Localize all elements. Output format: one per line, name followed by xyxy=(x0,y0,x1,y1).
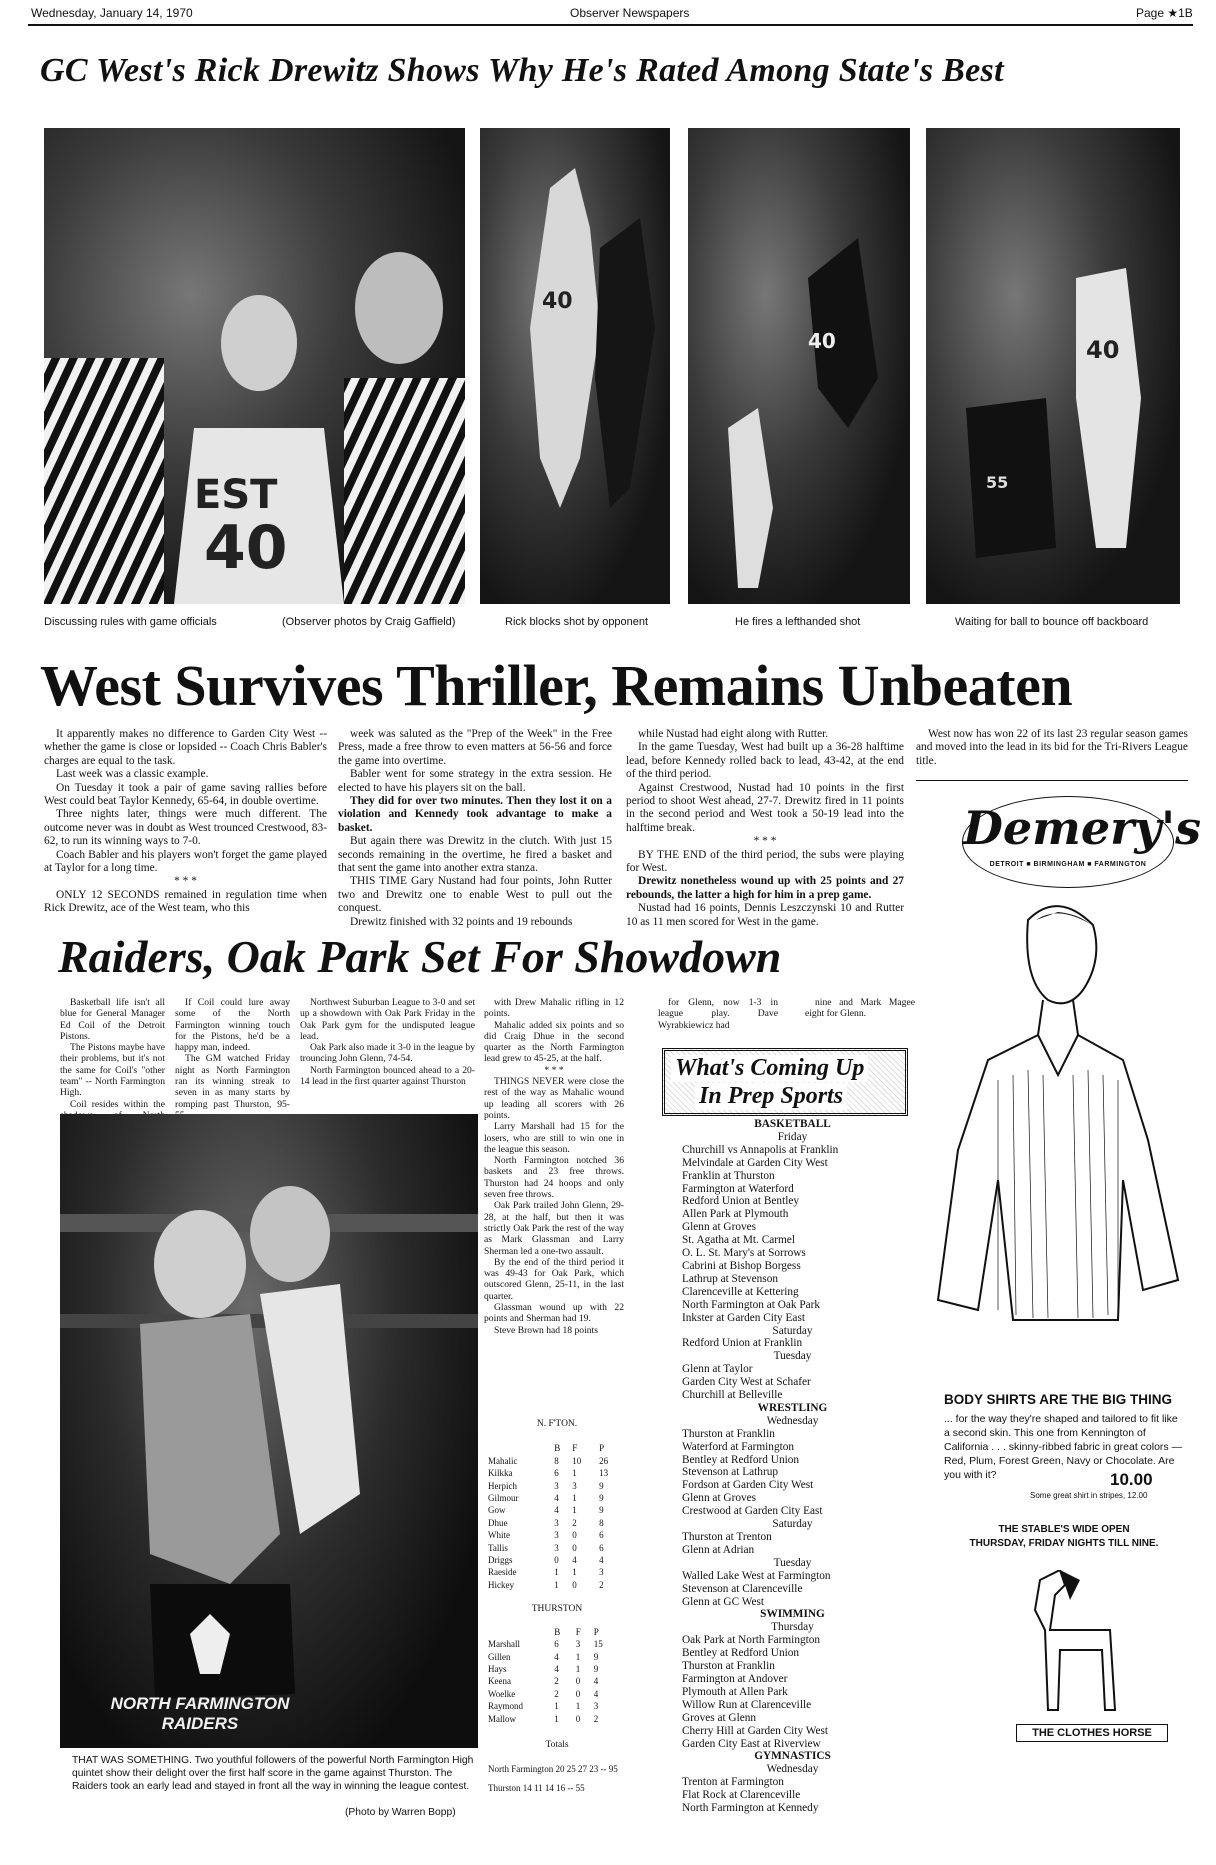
demerys-brand: Demery's xyxy=(963,801,1202,855)
svg-text:55: 55 xyxy=(986,473,1009,492)
cell: 6 xyxy=(554,1468,559,1479)
schedule-item: Churchill vs Annapolis at Franklin xyxy=(682,1143,839,1156)
table-row xyxy=(488,1480,626,1492)
schedule-sport: BASKETBALL xyxy=(754,1118,831,1130)
second-headline: Raiders, Oak Park Set For Showdown xyxy=(58,931,782,982)
young-fans-figures xyxy=(60,1114,478,1748)
schedule-item: Glenn at Adrian xyxy=(682,1543,755,1556)
cell: 4 xyxy=(554,1493,559,1504)
player-name: Raymond xyxy=(488,1701,523,1712)
box-score-totals-label: Totals xyxy=(545,1739,569,1750)
schedule-item: O. L. St. Mary's at Sorrows xyxy=(682,1247,806,1260)
photo-young-fans xyxy=(60,1114,478,1748)
schedule-day: Wednesday xyxy=(766,1414,819,1427)
main-story-column-1 xyxy=(44,728,327,916)
main-story-column-2 xyxy=(338,728,612,929)
schedule-item: Glenn at GC West xyxy=(682,1595,765,1608)
ad-price-note: Some great shirt in stripes, 12.00 xyxy=(1030,1491,1148,1500)
schedule-item: St. Agatha at Mt. Carmel xyxy=(682,1234,795,1247)
player-name: Kilkka xyxy=(488,1468,513,1479)
coming-up-title-1: What's Coming Up xyxy=(671,1055,868,1082)
schedule-day: Friday xyxy=(777,1130,808,1143)
schedule-item: Willow Run at Clarenceville xyxy=(682,1698,812,1711)
cell: 4 xyxy=(554,1663,559,1674)
schedule-item: Cabrini at Bishop Borgess xyxy=(682,1259,801,1272)
column-header: B xyxy=(554,1626,561,1637)
demerys-locations: DETROIT ■ BIRMINGHAM ■ FARMINGTON xyxy=(989,861,1147,868)
cell: 4 xyxy=(554,1505,559,1516)
table-row xyxy=(488,1529,626,1541)
schedule-item: Flat Rock at Clarenceville xyxy=(682,1789,801,1802)
box-score-table-2 xyxy=(488,1626,626,1725)
court-figures xyxy=(688,128,910,604)
cell: 1 xyxy=(572,1468,577,1479)
paragraph: Oak Park trailed John Glenn, 29-28, at the half, but then it was strictly Oak Park the rest of the way as Mark Glassman and Larry Sherman led a one-two assault. xyxy=(484,1200,624,1257)
schedule-item: Glenn at Groves xyxy=(682,1492,757,1505)
player-name: Gilmour xyxy=(488,1493,519,1504)
table-row xyxy=(488,1663,626,1675)
paragraph: for Glenn, now 1-3 in league play. Dave Wyrabkiewicz had xyxy=(658,997,778,1031)
section-break: * * * xyxy=(753,835,777,848)
player-name: Marshall xyxy=(488,1639,520,1650)
column-rule xyxy=(916,780,1188,781)
cell: 2 xyxy=(599,1579,604,1590)
paragraph: West now has won 22 of its last 23 regular season games and moved into the lead in its bid for the Tri-Rivers League title. xyxy=(916,728,1188,767)
cell: 6 xyxy=(599,1530,604,1541)
player-name: Hickey xyxy=(488,1579,514,1590)
section-break: * * * xyxy=(544,1064,564,1076)
cell: 0 xyxy=(572,1542,577,1553)
paragraph: Steve Brown had 18 points xyxy=(494,1324,598,1336)
coming-up-banner xyxy=(662,1048,908,1116)
table-row xyxy=(488,1675,626,1687)
svg-text:40: 40 xyxy=(808,329,836,353)
caption-photo-3: He fires a lefthanded shot xyxy=(735,616,861,628)
paragraph: Coach Babler and his players won't forget the game played at Taylor for a long time. xyxy=(44,848,327,875)
paragraph: Northwest Suburban League to 3-0 and set up a showdown with Oak Park Friday in the Oak Park gym for the undisputed league lead. xyxy=(300,997,475,1042)
schedule-item: Trenton at Farmington xyxy=(682,1776,784,1789)
cell: 1 xyxy=(554,1701,559,1712)
main-story-column-4 xyxy=(916,728,1188,768)
player-figures xyxy=(480,128,670,604)
schedule-item: Thurston at Franklin xyxy=(682,1427,775,1440)
shirt-illustration xyxy=(918,900,1188,1390)
cell: 4 xyxy=(593,1676,599,1687)
cell: 2 xyxy=(593,1713,599,1724)
table-row xyxy=(488,1542,626,1554)
cell: 3 xyxy=(554,1530,559,1541)
cell: 1 xyxy=(572,1567,577,1578)
cell: 0 xyxy=(575,1688,581,1699)
photo-credit-top: (Observer photos by Craig Gaffield) xyxy=(282,616,456,628)
cell: 13 xyxy=(599,1468,609,1479)
cell: 9 xyxy=(599,1493,604,1504)
schedule-item: Lathrup at Stevenson xyxy=(682,1272,779,1285)
paragraph: Babler went for some strategy in the extra session. He elected to have his players sit on the ball. xyxy=(338,768,612,794)
photo-rick-blocks-shot xyxy=(480,128,670,604)
box-score-team-1: N. F'TON. xyxy=(536,1419,578,1429)
photo-waiting-for-ball xyxy=(926,128,1180,604)
player-name: Mahalic xyxy=(488,1455,518,1466)
paragraph: On Tuesday it took a pair of game saving rallies before West could beat Taylor Kennedy, 65-64, in double overtime. xyxy=(44,781,327,808)
paragraph: Nustad had 16 points, Dennis Leszczynski 10 and Rutter 10 as 11 men scored for West in the game. xyxy=(626,902,904,928)
second-story-column-4 xyxy=(484,997,624,1336)
cell: 3 xyxy=(554,1517,559,1528)
caption-photo-2: Rick blocks shot by opponent xyxy=(505,616,649,628)
table-header xyxy=(488,1626,626,1638)
table-row xyxy=(488,1579,626,1591)
cell: 9 xyxy=(599,1505,604,1516)
player-name: White xyxy=(488,1530,510,1541)
cell: 4 xyxy=(572,1555,577,1566)
paragraph: The Pistons maybe have their problems, but it's not the same for Coil's "other team" -- North Farmington High. xyxy=(60,1042,165,1099)
photo-credit-bopp: (Photo by Warren Bopp) xyxy=(345,1807,456,1818)
cell: 2 xyxy=(554,1688,559,1699)
schedule-item: Glenn at Taylor xyxy=(682,1363,753,1376)
ad-price: 10.00 xyxy=(1110,1470,1153,1489)
player-name: Gillen xyxy=(488,1651,511,1662)
paragraph: If Coil could lure away some of the North Farmington winning touch for the Pistons, he'd be a happy man, indeed. xyxy=(175,997,290,1054)
schedule-item: Bentley at Redford Union xyxy=(682,1647,800,1660)
cell: 3 xyxy=(554,1542,559,1553)
cell: 3 xyxy=(572,1480,577,1491)
schedule-item: Garden City East at Riverview xyxy=(682,1737,821,1750)
ad-body: ... for the way they're shaped and tailored to fit like a second skin. This one from Kennington of California . . . skinny-ribbed fabric in great colors — Red, Plum, Forest Green, Navy or Chocolate. Are you with it? xyxy=(944,1413,1183,1481)
cell: 1 xyxy=(554,1579,559,1590)
main-headline: West Survives Thriller, Remains Unbeaten xyxy=(40,653,1073,718)
schedule-item: Clarenceville at Kettering xyxy=(682,1285,799,1298)
schedule-item: Fordson at Garden City West xyxy=(682,1479,814,1492)
paragraph: Basketball life isn't all blue for General Manager Ed Coil of the Detroit Pistons. xyxy=(60,997,165,1042)
cell: 1 xyxy=(575,1701,581,1712)
player-name: Herpich xyxy=(488,1480,517,1491)
player-name: Hays xyxy=(488,1663,507,1674)
paragraph: BY THE END of the third period, the subs were playing for West. xyxy=(626,848,904,875)
cell: 3 xyxy=(575,1639,581,1650)
schedule-item: Churchill at Belleville xyxy=(682,1389,783,1402)
player-name: Keena xyxy=(488,1676,511,1687)
paragraph: week was saluted as the "Prep of the Week" in the Free Press, made a free throw to even matters at 56-56 and force the game into overtime. xyxy=(338,728,612,767)
issue-date: Wednesday, January 14, 1970 xyxy=(31,6,193,20)
cell: 4 xyxy=(593,1688,599,1699)
cell: 6 xyxy=(599,1542,604,1553)
table-header xyxy=(488,1442,626,1454)
table-row xyxy=(488,1651,626,1663)
paragraph: THIS TIME Gary Nustand had four points, John Rutter two and Drewitz one to enable West to pull out the conquest. xyxy=(338,875,612,915)
box-score-totals-2: Thurston 14 11 14 16 -- 55 xyxy=(488,1782,585,1793)
header-rule xyxy=(28,24,1193,26)
paragraph: It apparently makes no difference to Garden City West -- whether the game is close or lopsided -- Coach Chris Babler's charges are equal to the task. xyxy=(44,728,327,767)
coming-up-schedule xyxy=(680,1118,905,1815)
player-name: Dhue xyxy=(488,1517,508,1528)
schedule-item: Stevenson at Clarenceville xyxy=(682,1582,803,1595)
schedule-item: Inkster at Garden City East xyxy=(682,1311,805,1324)
schedule-item: Plymouth at Allen Park xyxy=(682,1685,788,1698)
paragraph: nine and Mark Magee eight for Glenn. xyxy=(805,997,915,1020)
schedule-item: Stevenson at Lathrup xyxy=(682,1466,779,1479)
player-name: Woelke xyxy=(488,1688,516,1699)
demerys-logo xyxy=(962,796,1202,888)
table-row xyxy=(488,1638,626,1650)
schedule-day: Thursday xyxy=(771,1621,814,1634)
paragraph: with Drew Mahalic rifling in 12 points. xyxy=(484,997,624,1020)
paragraph: But again there was Drewitz in the clutch. With just 15 seconds remaining in the overtime, he fired a basket and that sent the game into another extra stanza. xyxy=(338,835,612,875)
cell: 2 xyxy=(554,1676,559,1687)
caption-photo-4: Waiting for ball to bounce off backboard xyxy=(955,616,1149,628)
ad-hours-line-1: THE STABLE'S WIDE OPEN xyxy=(998,1524,1130,1535)
cell: 0 xyxy=(572,1579,577,1590)
cell: 1 xyxy=(575,1651,581,1662)
svg-text:40: 40 xyxy=(1086,336,1120,364)
column-header: P xyxy=(593,1626,599,1637)
top-headline: GC West's Rick Drewitz Shows Why He's Rated Among State's Best xyxy=(40,52,1004,89)
box-score-team-2: THURSTON xyxy=(531,1604,583,1615)
player-name: Gow xyxy=(488,1505,506,1516)
paragraph: In the game Tuesday, West had built up a 36-28 halftime lead, before Kennedy rolled back to lead, 43-42, at the end of the third period. xyxy=(626,741,904,781)
publisher-name: Observer Newspapers xyxy=(570,6,690,20)
paragraph: Last week was a classic example. xyxy=(56,768,209,781)
photo-discussing-rules xyxy=(44,128,465,604)
table-row xyxy=(488,1467,626,1479)
coming-up-title-2: In Prep Sports xyxy=(695,1083,847,1110)
paragraph: Drewitz nonetheless wound up with 25 points and 27 rebounds, the latter a high for him in a prep game. xyxy=(626,875,904,901)
cell: 3 xyxy=(599,1567,604,1578)
paragraph: By the end of the third period it was 49-43 for Oak Park, which outscored Glenn, 25-11, in the last quarter. xyxy=(484,1256,624,1302)
paragraph: Glassman wound up with 22 points and Sherman had 19. xyxy=(484,1302,624,1325)
schedule-item: Farmington at Andover xyxy=(682,1672,788,1685)
cell: 8 xyxy=(554,1455,559,1466)
paragraph: Mahalic added six points and so did Craig Dhue in the second quarter as the North Farmington lead grew to 45-25, at the half. xyxy=(484,1019,624,1065)
schedule-day: Tuesday xyxy=(773,1556,812,1569)
schedule-sport: SWIMMING xyxy=(760,1608,825,1621)
schedule-item: Farmington at Waterford xyxy=(682,1182,794,1195)
rebound-figures xyxy=(926,128,1180,604)
paragraph: They did for over two minutes. Then they lost it on a violation and Kennedy took advantage to make a basket. xyxy=(338,795,612,834)
svg-text:40: 40 xyxy=(204,513,288,583)
schedule-item: Cherry Hill at Garden City West xyxy=(682,1724,829,1737)
paragraph: Oak Park also made it 3-0 in the league by trouncing John Glenn, 74-54. xyxy=(300,1042,475,1065)
player-name: Driggs xyxy=(488,1555,513,1566)
second-story-column-6 xyxy=(805,997,915,1020)
paragraph: while Nustad had eight along with Rutter. xyxy=(638,728,829,740)
column-header: F xyxy=(575,1626,581,1637)
cell: 6 xyxy=(554,1639,559,1650)
svg-text:EST: EST xyxy=(194,472,278,518)
cell: 8 xyxy=(599,1517,604,1528)
schedule-item: Thurston at Trenton xyxy=(682,1531,772,1543)
schedule-day: Saturday xyxy=(772,1518,813,1531)
column-header: F xyxy=(572,1443,578,1454)
clothes-horse-icon xyxy=(1020,1570,1130,1720)
schedule-day: Tuesday xyxy=(773,1350,812,1363)
cell: 10 xyxy=(572,1455,582,1466)
schedule-item: Thurston at Franklin xyxy=(682,1660,775,1673)
schedule-item: Walled Lake West at Farmington xyxy=(682,1569,831,1582)
schedule-item: Groves at Glenn xyxy=(682,1711,757,1724)
schedule-item: Redford Union at Franklin xyxy=(682,1337,803,1350)
cell: 9 xyxy=(599,1480,604,1491)
page-number: Page ★1B xyxy=(1136,6,1193,20)
cell: 1 xyxy=(554,1567,559,1578)
section-break: * * * xyxy=(174,875,197,888)
schedule-item: Franklin at Thurston xyxy=(682,1169,775,1182)
referee-figures xyxy=(44,128,465,604)
table-row xyxy=(488,1492,626,1504)
svg-text:40: 40 xyxy=(542,289,573,314)
cell: 1 xyxy=(575,1663,581,1674)
player-name: Raeside xyxy=(488,1567,517,1578)
cell: 4 xyxy=(554,1651,559,1662)
cell: 15 xyxy=(593,1639,603,1650)
cell: 0 xyxy=(554,1555,559,1566)
caption-photo-1: Discussing rules with game officials xyxy=(44,616,217,628)
schedule-day: Saturday xyxy=(772,1324,813,1337)
box-score-totals-1: North Farmington 20 25 27 23 -- 95 xyxy=(488,1764,618,1775)
schedule-item: Melvindale at Garden City West xyxy=(682,1156,828,1169)
schedule-sport: WRESTLING xyxy=(757,1401,828,1414)
column-header: P xyxy=(599,1443,605,1454)
cell: 2 xyxy=(572,1517,577,1528)
player-name: Mallow xyxy=(488,1713,516,1724)
paragraph: North Farmington bounced ahead to a 20-14 lead in the first quarter against Thurston xyxy=(300,1064,475,1088)
table-row xyxy=(488,1688,626,1700)
cell: 0 xyxy=(575,1713,581,1724)
paragraph: Against Crestwood, Nustad had 10 points in the first period to shoot West ahead, 27-7. Drewitz fired in 11 points in the second period and West took a 50-19 lead into the halftime break. xyxy=(626,781,904,834)
column-header: B xyxy=(554,1443,561,1454)
table-row xyxy=(488,1517,626,1529)
second-story-column-3 xyxy=(300,997,475,1087)
cell: 3 xyxy=(554,1480,559,1491)
ad-hours-line-2: THURSDAY, FRIDAY NIGHTS TILL NINE. xyxy=(969,1538,1159,1549)
second-story-column-5 xyxy=(658,997,778,1031)
schedule-item: Glenn at Groves xyxy=(682,1221,757,1234)
table-row xyxy=(488,1504,626,1516)
clothes-horse-store: THE CLOTHES HORSE xyxy=(1016,1724,1168,1742)
cell: 1 xyxy=(572,1493,577,1504)
photo-lefthanded-shot xyxy=(688,128,910,604)
cell: 9 xyxy=(593,1663,599,1674)
table-row xyxy=(488,1566,626,1578)
cell: 3 xyxy=(593,1701,599,1712)
schedule-sport: GYMNASTICS xyxy=(754,1750,831,1763)
schedule-item: North Farmington at Kennedy xyxy=(682,1802,819,1815)
cell: 4 xyxy=(599,1555,604,1566)
photo-sign-text: NORTH FARMINGTON RAIDERS xyxy=(110,1694,290,1733)
paragraph: Coil resides within the xyxy=(70,1098,165,1110)
paragraph: Drewitz finished with 32 points and 19 rebounds xyxy=(350,915,573,928)
paragraph: ONLY 12 SECONDS remained in regulation time when Rick Drewitz, ace of the West team, who this xyxy=(44,888,327,915)
main-story-column-3 xyxy=(626,728,904,929)
paragraph: North Farmington notched 36 baskets and 23 free throws. Thurston had 24 hoops and only seven free throws. xyxy=(484,1155,624,1201)
schedule-item: North Farmington at Oak Park xyxy=(682,1298,821,1311)
player-name: Tallis xyxy=(488,1542,508,1553)
schedule-item: Oak Park at North Farmington xyxy=(682,1634,821,1647)
cell: 26 xyxy=(599,1455,609,1466)
schedule-item: Allen Park at Plymouth xyxy=(682,1208,789,1221)
paragraph: Three nights later, things were much different. The outcome never was in doubt as West trounced Crestwood, 83-62, to run its winning ways to 7-0. xyxy=(44,808,327,848)
paragraph: Larry Marshall had 15 for the losers, who are still to win one in the league this season. xyxy=(484,1121,624,1155)
photo-caption-young-fans: THAT WAS SOMETHING. Two youthful followers of the powerful North Farmington High quintet show their delight over the first half score in the game against Thurston. The Raiders took an early lead and stayed in front all the way in winning the league contest. xyxy=(72,1755,474,1792)
schedule-item: Crestwood at Garden City East xyxy=(682,1505,823,1518)
box-score xyxy=(488,1418,626,1794)
cell: 9 xyxy=(593,1651,599,1662)
cell: 1 xyxy=(554,1713,559,1724)
cell: 0 xyxy=(575,1676,581,1687)
schedule-item: Bentley at Redford Union xyxy=(682,1453,800,1466)
ad-headline: BODY SHIRTS ARE THE BIG THING xyxy=(944,1392,1173,1407)
cell: 0 xyxy=(572,1530,577,1541)
paragraph: The GM watched Friday night as North Farmington ran its winning streak to seven in as many starts by romping past Thurston, 95- xyxy=(175,1053,290,1110)
schedule-item: Waterford at Farmington xyxy=(682,1440,795,1453)
table-row xyxy=(488,1455,626,1467)
schedule-item: Garden City West at Schafer xyxy=(682,1376,811,1389)
schedule-item: Redford Union at Bentley xyxy=(682,1195,800,1208)
table-row xyxy=(488,1713,626,1725)
cell: 1 xyxy=(572,1505,577,1516)
box-score-table-1 xyxy=(488,1442,626,1591)
table-row xyxy=(488,1700,626,1712)
paragraph: THINGS NEVER were close the rest of the way as Mahalic wound up leading all scorers with 26 points. xyxy=(484,1076,624,1121)
schedule-day: Wednesday xyxy=(766,1763,819,1776)
table-row xyxy=(488,1554,626,1566)
